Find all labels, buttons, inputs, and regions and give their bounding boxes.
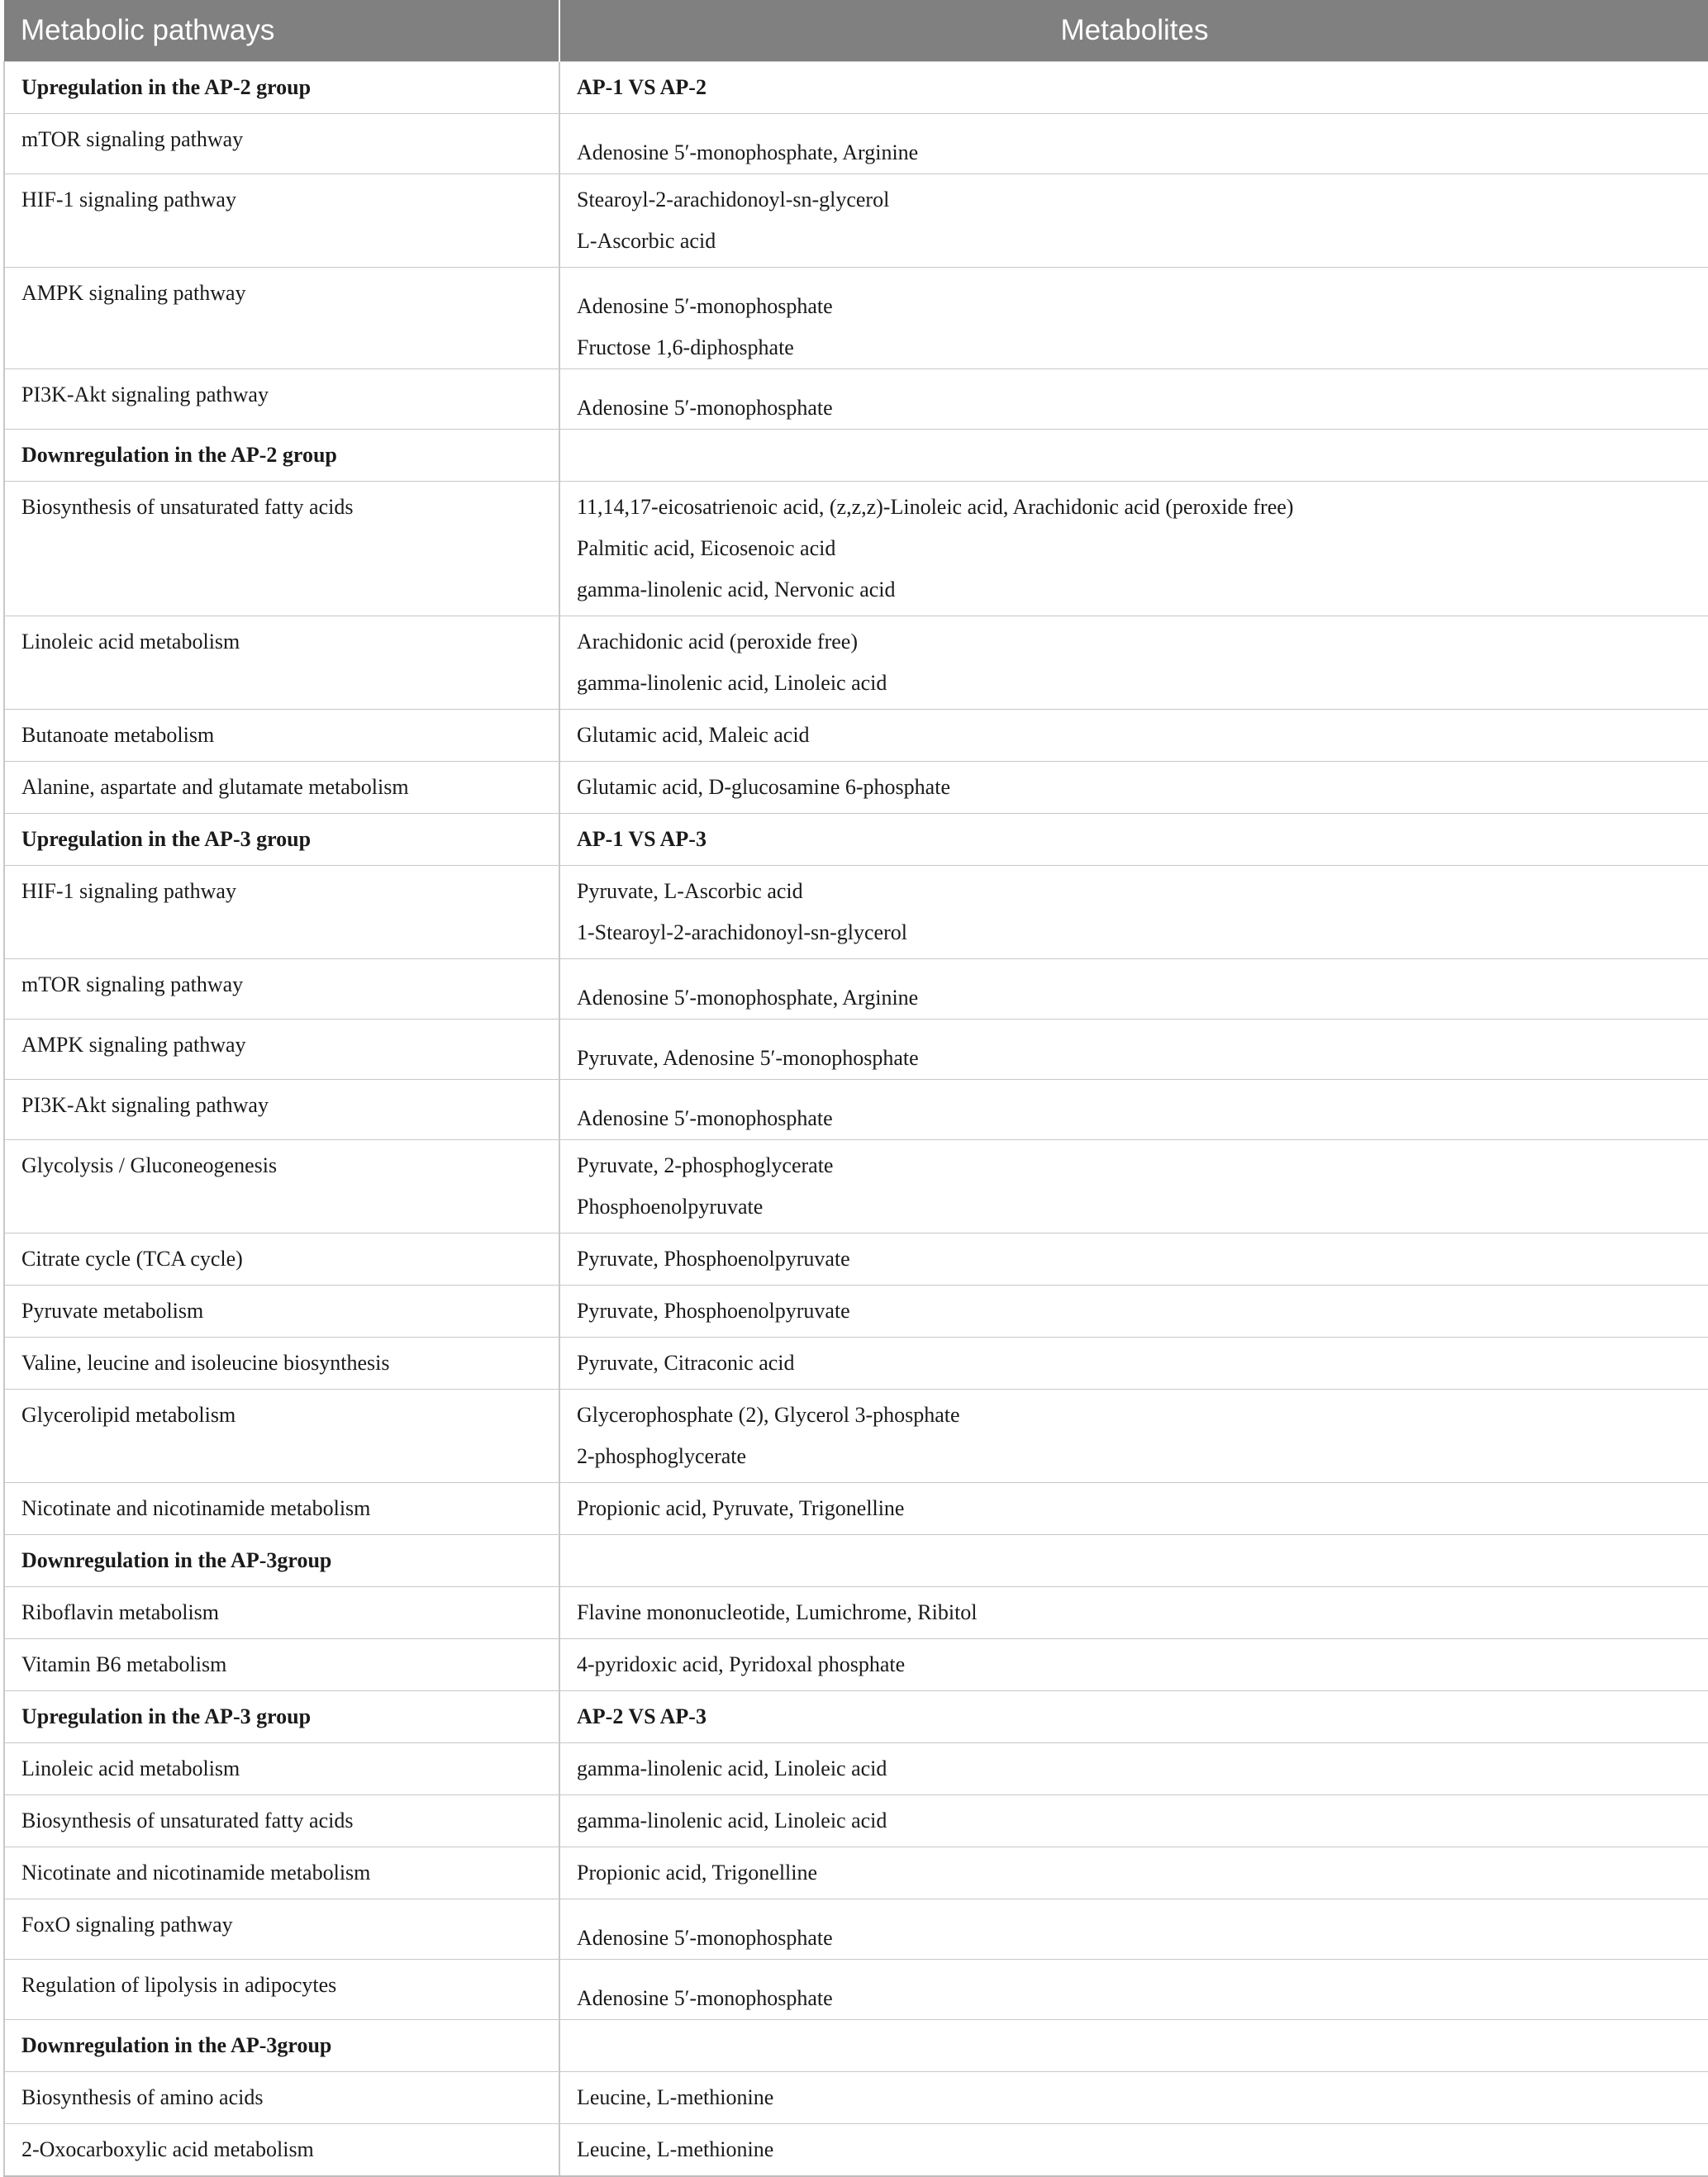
- pathway-cell: Downregulation in the AP-2 group: [4, 430, 559, 482]
- table-row: [4, 1847, 1708, 1899]
- pathway-cell: Nicotinate and nicotinamide metabolism: [4, 1847, 559, 1899]
- pathway-cell: Glycolysis / Gluconeogenesis: [4, 1140, 559, 1233]
- header-metabolic-pathways: Metabolic pathways: [4, 0, 559, 62]
- metabolites-cell: [559, 1286, 1708, 1338]
- metabolite-line: 1-Stearoyl-2-arachidonoyl-sn-glycerol: [577, 920, 907, 944]
- metabolite-line: Adenosine 5′-monophosphate: [577, 1106, 833, 1130]
- metabolites-cell: [559, 1390, 1708, 1483]
- metabolite-line: AP-1 VS AP-2: [577, 75, 707, 99]
- metabolite-line: Propionic acid, Trigonelline: [577, 1861, 818, 1885]
- pathway-cell: Downregulation in the AP-3group: [4, 2020, 559, 2072]
- metabolite-line: Glutamic acid, Maleic acid: [577, 723, 810, 747]
- pathway-cell: Biosynthesis of amino acids: [4, 2072, 559, 2124]
- pathway-cell: PI3K-Akt signaling pathway: [4, 369, 559, 430]
- section-row: [4, 2020, 1708, 2072]
- metabolite-line: Pyruvate, 2-phosphoglycerate: [577, 1153, 834, 1177]
- pathway-cell: Alanine, aspartate and glutamate metabolism: [4, 762, 559, 814]
- table-row: [4, 2124, 1708, 2177]
- pathway-cell: Nicotinate and nicotinamide metabolism: [4, 1483, 559, 1535]
- table-row: [4, 1338, 1708, 1390]
- pathway-cell: PI3K-Akt signaling pathway: [4, 1080, 559, 1140]
- metabolite-line: 2-phosphoglycerate: [577, 1444, 747, 1468]
- table-row: [4, 1140, 1708, 1233]
- metabolite-line: Glycerophosphate (2), Glycerol 3-phosphate: [577, 1403, 960, 1427]
- pathway-cell: FoxO signaling pathway: [4, 1899, 559, 1960]
- metabolite-line: L-Ascorbic acid: [577, 229, 716, 253]
- metabolite-line: gamma-linolenic acid, Linoleic acid: [577, 1756, 887, 1780]
- metabolite-line: Adenosine 5′-monophosphate, Arginine: [577, 140, 919, 164]
- pathway-cell: HIF-1 signaling pathway: [4, 866, 559, 959]
- pathway-cell: Regulation of lipolysis in adipocytes: [4, 1960, 559, 2020]
- metabolite-line: Pyruvate, Citraconic acid: [577, 1351, 795, 1375]
- metabolite-line: Propionic acid, Pyruvate, Trigonelline: [577, 1496, 905, 1520]
- metabolite-line: Adenosine 5′-monophosphate, Arginine: [577, 986, 919, 1010]
- metabolite-line: Flavine mononucleotide, Lumichrome, Ribitol: [577, 1600, 978, 1624]
- table-row: [4, 1483, 1708, 1535]
- metabolite-line: Adenosine 5′-monophosphate: [577, 396, 833, 420]
- header-row: [4, 0, 1708, 62]
- metabolite-line: Palmitic acid, Eicosenoic acid: [577, 536, 836, 560]
- pathway-cell: Butanoate metabolism: [4, 710, 559, 762]
- pathway-cell: AMPK signaling pathway: [4, 1020, 559, 1080]
- metabolite-line: gamma-linolenic acid, Linoleic acid: [577, 1809, 887, 1832]
- metabolites-cell: [559, 1795, 1708, 1847]
- metabolites-cell: [559, 1587, 1708, 1639]
- metabolites-cell: [559, 616, 1708, 710]
- table-row: [4, 1743, 1708, 1795]
- table-row: [4, 1233, 1708, 1286]
- section-row: [4, 814, 1708, 866]
- pathway-cell: Valine, leucine and isoleucine biosynthesis: [4, 1338, 559, 1390]
- section-row: [4, 62, 1708, 114]
- table-row: [4, 762, 1708, 814]
- section-row: [4, 430, 1708, 482]
- metabolites-cell: [559, 1338, 1708, 1390]
- metabolites-cell: [559, 1233, 1708, 1286]
- metabolites-cell: [559, 1960, 1708, 2020]
- table-body: [4, 62, 1708, 2177]
- pathway-cell: AMPK signaling pathway: [4, 268, 559, 369]
- pathway-cell: 2-Oxocarboxylic acid metabolism: [4, 2124, 559, 2177]
- metabolite-line: Leucine, L-methionine: [577, 2137, 774, 2161]
- metabolite-line: gamma-linolenic acid, Nervonic acid: [577, 578, 896, 601]
- metabolites-cell: [559, 2124, 1708, 2177]
- table-row: [4, 1080, 1708, 1140]
- pathway-cell: Biosynthesis of unsaturated fatty acids: [4, 482, 559, 616]
- header-metabolites: Metabolites: [559, 0, 1708, 62]
- metabolite-line: Stearoyl-2-arachidonoyl-sn-glycerol: [577, 188, 890, 212]
- metabolite-line: Glutamic acid, D-glucosamine 6-phosphate: [577, 775, 950, 799]
- pathway-cell: Upregulation in the AP-2 group: [4, 62, 559, 114]
- section-row: [4, 1535, 1708, 1587]
- table-header: [4, 0, 1708, 62]
- table-row: [4, 268, 1708, 369]
- metabolites-cell: [559, 114, 1708, 174]
- pathway-cell: Downregulation in the AP-3group: [4, 1535, 559, 1587]
- metabolite-line: AP-2 VS AP-3: [577, 1704, 707, 1728]
- metabolites-cell: [559, 369, 1708, 430]
- metabolite-line: Adenosine 5′-monophosphate: [577, 294, 833, 318]
- metabolites-cell: [559, 959, 1708, 1020]
- pathway-cell: Upregulation in the AP-3 group: [4, 1691, 559, 1743]
- pathway-cell: HIF-1 signaling pathway: [4, 174, 559, 268]
- pathway-cell: mTOR signaling pathway: [4, 959, 559, 1020]
- table-row: [4, 1390, 1708, 1483]
- metabolite-line: Fructose 1,6-diphosphate: [577, 335, 794, 359]
- table-row: [4, 1286, 1708, 1338]
- table-row: [4, 482, 1708, 616]
- metabolites-cell: [559, 1691, 1708, 1743]
- table-row: [4, 1020, 1708, 1080]
- table-row: [4, 2072, 1708, 2124]
- metabolites-cell: [559, 710, 1708, 762]
- metabolite-line: Pyruvate, L-Ascorbic acid: [577, 879, 803, 903]
- metabolites-cell: [559, 1535, 1708, 1587]
- metabolites-cell: [559, 1020, 1708, 1080]
- pathway-cell: Pyruvate metabolism: [4, 1286, 559, 1338]
- metabolites-cell: [559, 1743, 1708, 1795]
- pathway-cell: Riboflavin metabolism: [4, 1587, 559, 1639]
- metabolic-pathways-table: [3, 0, 1708, 2177]
- metabolites-cell: [559, 1140, 1708, 1233]
- table-row: [4, 959, 1708, 1020]
- metabolite-line: Leucine, L-methionine: [577, 2085, 774, 2109]
- metabolite-line: Pyruvate, Adenosine 5′-monophosphate: [577, 1046, 919, 1070]
- metabolites-cell: [559, 62, 1708, 114]
- metabolites-cell: [559, 2020, 1708, 2072]
- metabolite-line: Phosphoenolpyruvate: [577, 1195, 764, 1219]
- pathway-cell: Citrate cycle (TCA cycle): [4, 1233, 559, 1286]
- table-row: [4, 1639, 1708, 1691]
- table-row: [4, 369, 1708, 430]
- metabolites-cell: [559, 2072, 1708, 2124]
- metabolites-cell: [559, 866, 1708, 959]
- section-row: [4, 1691, 1708, 1743]
- table-row: [4, 114, 1708, 174]
- pathway-cell: Vitamin B6 metabolism: [4, 1639, 559, 1691]
- table-row: [4, 1587, 1708, 1639]
- metabolite-line: Adenosine 5′-monophosphate: [577, 1926, 833, 1950]
- metabolite-line: gamma-linolenic acid, Linoleic acid: [577, 671, 887, 695]
- metabolites-cell: [559, 762, 1708, 814]
- table-row: [4, 1960, 1708, 2020]
- metabolite-line: 11,14,17-eicosatrienoic acid, (z,z,z)-Linoleic acid, Arachidonic acid (peroxide free): [577, 495, 1294, 519]
- pathway-cell: Linoleic acid metabolism: [4, 1743, 559, 1795]
- metabolites-cell: [559, 1639, 1708, 1691]
- metabolite-line: AP-1 VS AP-3: [577, 827, 707, 851]
- metabolite-line: Adenosine 5′-monophosphate: [577, 1986, 833, 2010]
- pathway-cell: Linoleic acid metabolism: [4, 616, 559, 710]
- table-row: [4, 866, 1708, 959]
- pathway-cell: mTOR signaling pathway: [4, 114, 559, 174]
- metabolites-cell: [559, 1847, 1708, 1899]
- metabolite-line: 4-pyridoxic acid, Pyridoxal phosphate: [577, 1652, 906, 1676]
- table-row: [4, 1899, 1708, 1960]
- metabolites-cell: [559, 1899, 1708, 1960]
- table-row: [4, 710, 1708, 762]
- pathway-cell: Glycerolipid metabolism: [4, 1390, 559, 1483]
- table-row: [4, 174, 1708, 268]
- metabolites-cell: [559, 1080, 1708, 1140]
- metabolites-cell: [559, 814, 1708, 866]
- pathway-cell: Biosynthesis of unsaturated fatty acids: [4, 1795, 559, 1847]
- table-row: [4, 1795, 1708, 1847]
- metabolites-cell: [559, 482, 1708, 616]
- metabolites-cell: [559, 430, 1708, 482]
- pathway-cell: Upregulation in the AP-3 group: [4, 814, 559, 866]
- metabolites-cell: [559, 268, 1708, 369]
- metabolite-line: Arachidonic acid (peroxide free): [577, 630, 858, 654]
- table-row: [4, 616, 1708, 710]
- metabolite-line: Pyruvate, Phosphoenolpyruvate: [577, 1299, 850, 1323]
- metabolites-cell: [559, 174, 1708, 268]
- metabolite-line: Pyruvate, Phosphoenolpyruvate: [577, 1247, 850, 1271]
- metabolites-cell: [559, 1483, 1708, 1535]
